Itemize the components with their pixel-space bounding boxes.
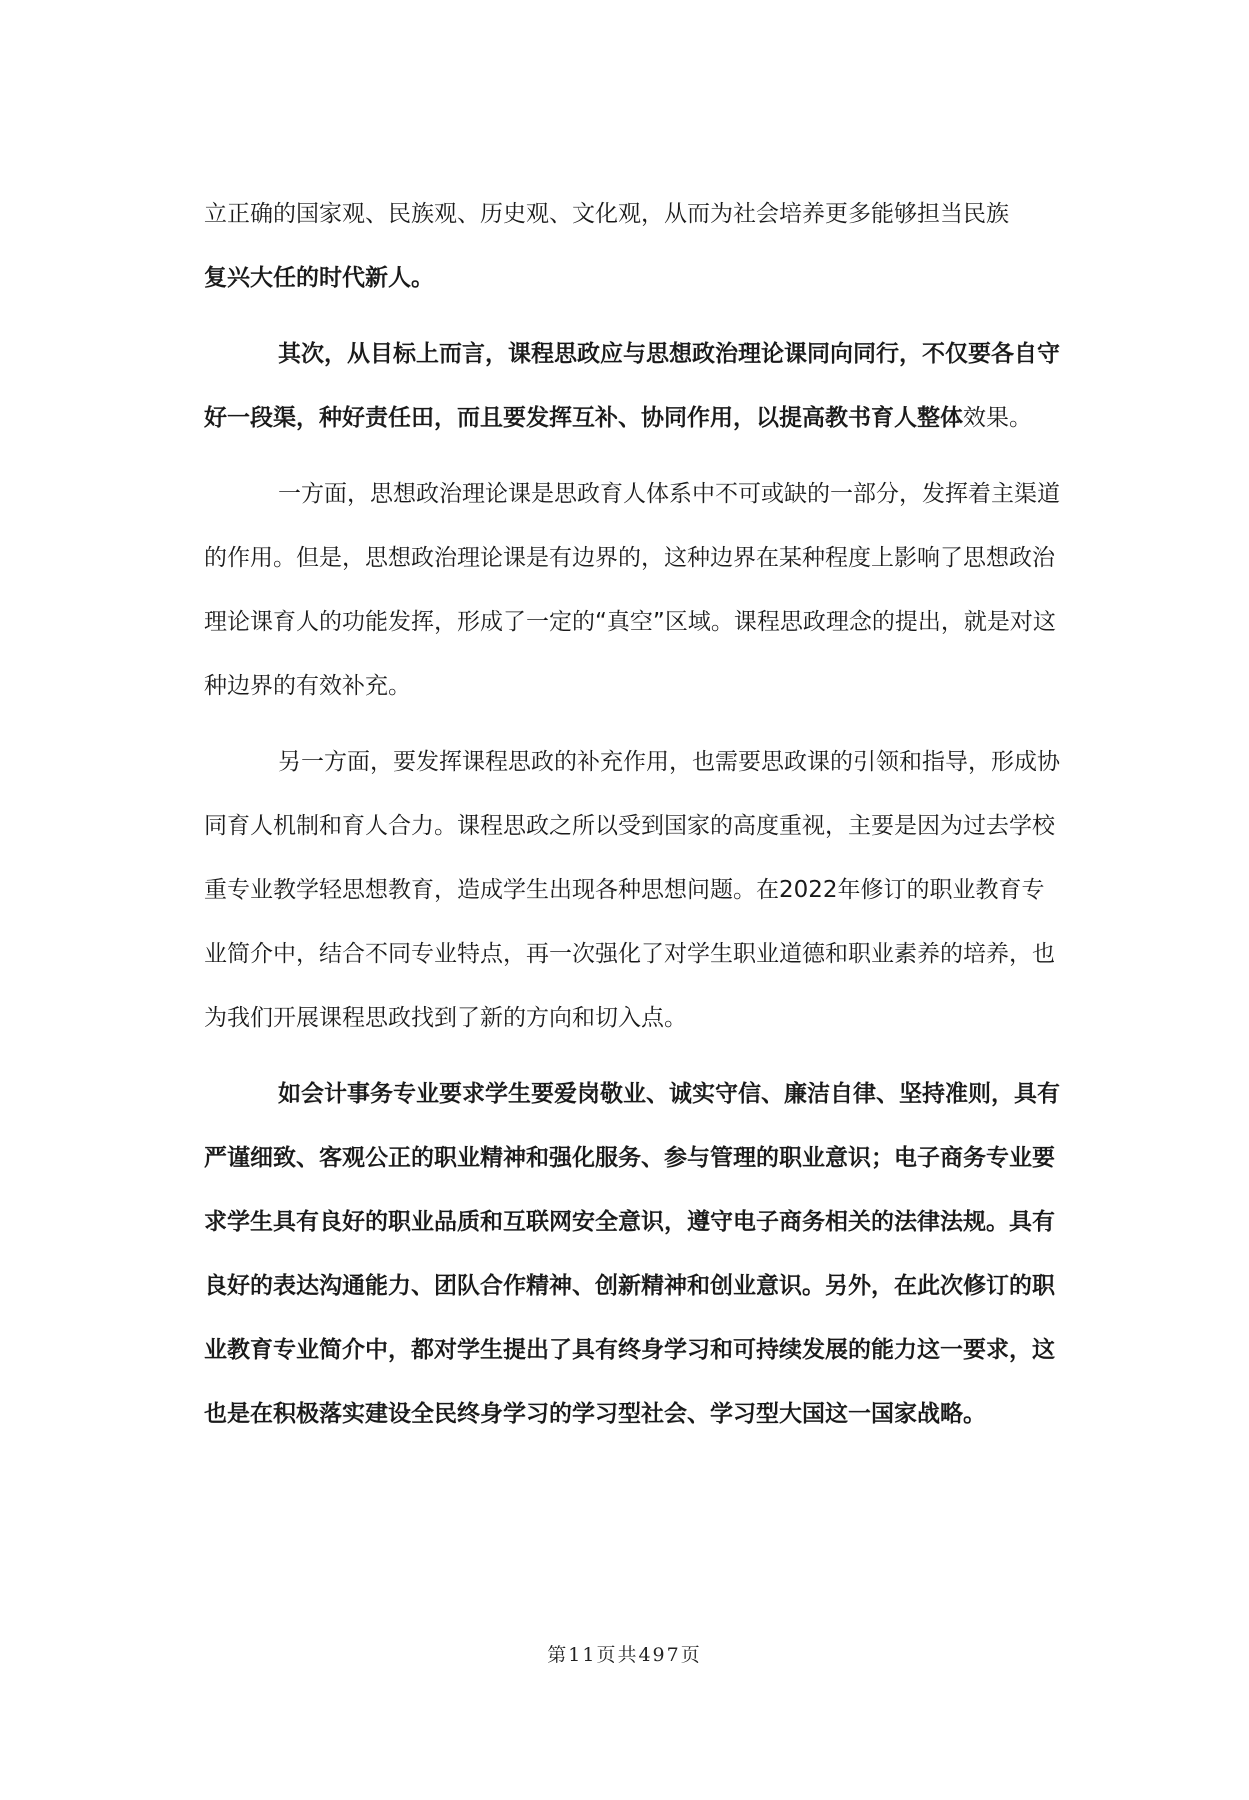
- paragraph-other-hand: 另一方面，要发挥课程思政的补充作用，也需要思政课的引领和指导，形成协同育人机制和育人合力。课程思政之所以受到国家的高度重视，主要是因为过去学校重专业教学轻思想教育，造成学生出现各种思想问题。在2022年修订的职业教育专业简介中，结合不同专业特点，再一次强化了对学生职业道德和职业素养的培养，也为我们开展课程思政找到了新的方向和切入点。: [204, 749, 1060, 1031]
- paragraph-objective: [204, 322, 1064, 450]
- document-body: [204, 182, 1064, 1446]
- paragraph-continuation-line-1: 立正确的国家观、民族观、历史观、文化观，从而为社会培养更多能够担当民族: [204, 201, 1009, 227]
- paragraph-continuation: [204, 182, 1064, 310]
- page-number-footer: 第11页共497页: [547, 1644, 702, 1666]
- paragraph-objective-tail: 效果。: [963, 405, 1032, 431]
- paragraph-objective-bold-text: 其次，从目标上而言，课程思政应与思想政治理论课同向同行，不仅要各自守好一段渠，种好责任田，而且要发挥互补、协同作用，以提高教书育人整体: [204, 341, 1060, 431]
- paragraph-one-hand: 一方面，思想政治理论课是思政育人体系中不可或缺的一部分，发挥着主渠道的作用。但是，思想政治理论课是有边界的，这种边界在某种程度上影响了思想政治理论课育人的功能发挥，形成了一定的“真空”区域。课程思政理念的提出，就是对这种边界的有效补充。: [204, 481, 1060, 699]
- paragraph-example-majors: 如会计事务专业要求学生要爱岗敬业、诚实守信、廉洁自律、坚持准则，具有严谨细致、客观公正的职业精神和强化服务、参与管理的职业意识；电子商务专业要求学生具有良好的职业品质和互联网安全意识，遵守电子商务相关的法律法规。具有良好的表达沟通能力、团队合作精神、创新精神和创业意识。另外，在此次修订的职业教育专业简介中，都对学生提出了具有终身学习和可持续发展的能力这一要求，这也是在积极落实建设全民终身学习的学习型社会、学习型大国这一国家战略。: [204, 1081, 1060, 1427]
- paragraph-continuation-line-2: 复兴大任的时代新人。: [204, 265, 434, 291]
